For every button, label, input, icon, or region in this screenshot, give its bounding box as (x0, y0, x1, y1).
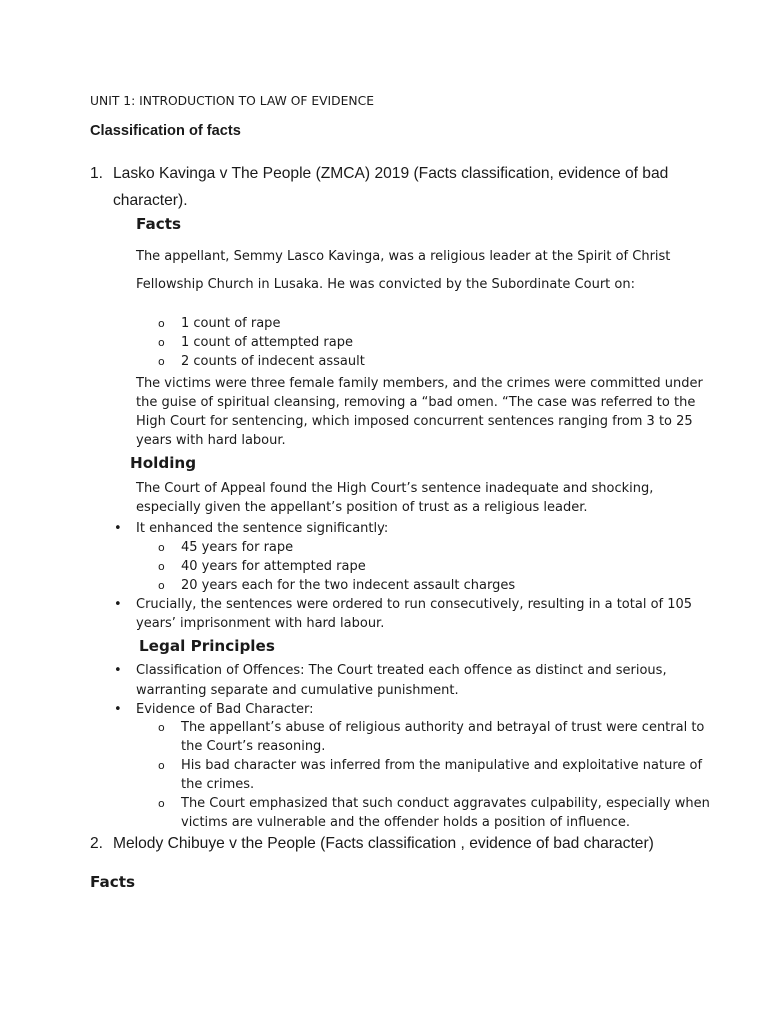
classification-line: Classification of Offences: The Court treated each offence as distinct and serious, (136, 663, 667, 678)
bad-character-item: The Court emphasized that such conduct aggravates culpability, especially when (181, 796, 710, 811)
case-2-facts-heading: Facts (90, 873, 136, 891)
circle-bullet-icon: o (158, 336, 165, 349)
bad-character-bullet: Evidence of Bad Character: (136, 702, 314, 717)
victims-line: High Court for sentencing, which imposed concurrent sentences ranging from 3 to 25 (136, 414, 693, 429)
holding-line: The Court of Appeal found the High Court’s sentence inadequate and shocking, (136, 481, 654, 496)
disc-bullet-icon: • (114, 521, 122, 536)
circle-bullet-icon: o (158, 355, 165, 368)
holding-line: especially given the appellant’s position of trust as a religious leader. (136, 500, 588, 515)
case-1-title-line-1: Lasko Kavinga v The People (ZMCA) 2019 (Facts classification, evidence of bad (113, 165, 669, 182)
section-title: Classification of facts (90, 123, 241, 139)
conviction-item: 2 counts of indecent assault (181, 354, 365, 369)
victims-line: The victims were three female family members, and the crimes were committed under (136, 376, 703, 391)
enhanced-bullet: It enhanced the sentence significantly: (136, 521, 389, 536)
victims-line: the guise of spiritual cleansing, removing a “bad omen. “The case was referred to the (136, 395, 696, 410)
enhanced-item: 40 years for attempted rape (181, 559, 366, 574)
case-1-title-text (113, 160, 673, 214)
circle-bullet-icon: o (158, 579, 165, 592)
consecutive-line: years’ imprisonment with hard labour. (136, 616, 385, 631)
facts-heading: Facts (136, 215, 182, 233)
facts-line-1: The appellant, Semmy Lasco Kavinga, was a religious leader at the Spirit of Christ (136, 249, 671, 264)
legal-principles-heading: Legal Principles (139, 637, 275, 655)
facts-line-2: Fellowship Church in Lusaka. He was convicted by the Subordinate Court on: (136, 277, 635, 292)
bad-character-item: victims are vulnerable and the offender holds a position of influence. (181, 815, 631, 830)
victims-line: years with hard labour. (136, 433, 286, 448)
circle-bullet-icon: o (158, 797, 165, 810)
case-1-title-line-2: character). (113, 192, 188, 209)
unit-heading: UNIT 1: INTRODUCTION TO LAW OF EVIDENCE (90, 94, 374, 108)
conviction-item: 1 count of rape (181, 316, 281, 331)
bad-character-item: the Court’s reasoning. (181, 739, 326, 754)
disc-bullet-icon: • (114, 597, 122, 612)
case-2-title-text: Melody Chibuye v the People (Facts classification , evidence of bad character) (113, 835, 654, 852)
circle-bullet-icon: o (158, 560, 165, 573)
conviction-item: 1 count of attempted rape (181, 335, 353, 350)
bad-character-item: His bad character was inferred from the manipulative and exploitative nature of (181, 758, 703, 773)
bad-character-item: The appellant’s abuse of religious authority and betrayal of trust were central to (181, 720, 705, 735)
disc-bullet-icon: • (114, 663, 122, 678)
holding-heading: Holding (130, 454, 197, 472)
bad-character-item: the crimes. (181, 777, 255, 792)
classification-line: warranting separate and cumulative punishment. (136, 683, 459, 698)
enhanced-item: 45 years for rape (181, 540, 294, 555)
disc-bullet-icon: • (114, 702, 122, 717)
enhanced-item: 20 years each for the two indecent assault charges (181, 578, 516, 593)
circle-bullet-icon: o (158, 721, 165, 734)
case-2-number: 2. (90, 835, 104, 852)
circle-bullet-icon: o (158, 317, 165, 330)
circle-bullet-icon: o (158, 541, 165, 554)
circle-bullet-icon: o (158, 759, 165, 772)
consecutive-line: Crucially, the sentences were ordered to run consecutively, resulting in a total of 105 (136, 597, 693, 612)
case-1-number: 1. (90, 165, 104, 182)
